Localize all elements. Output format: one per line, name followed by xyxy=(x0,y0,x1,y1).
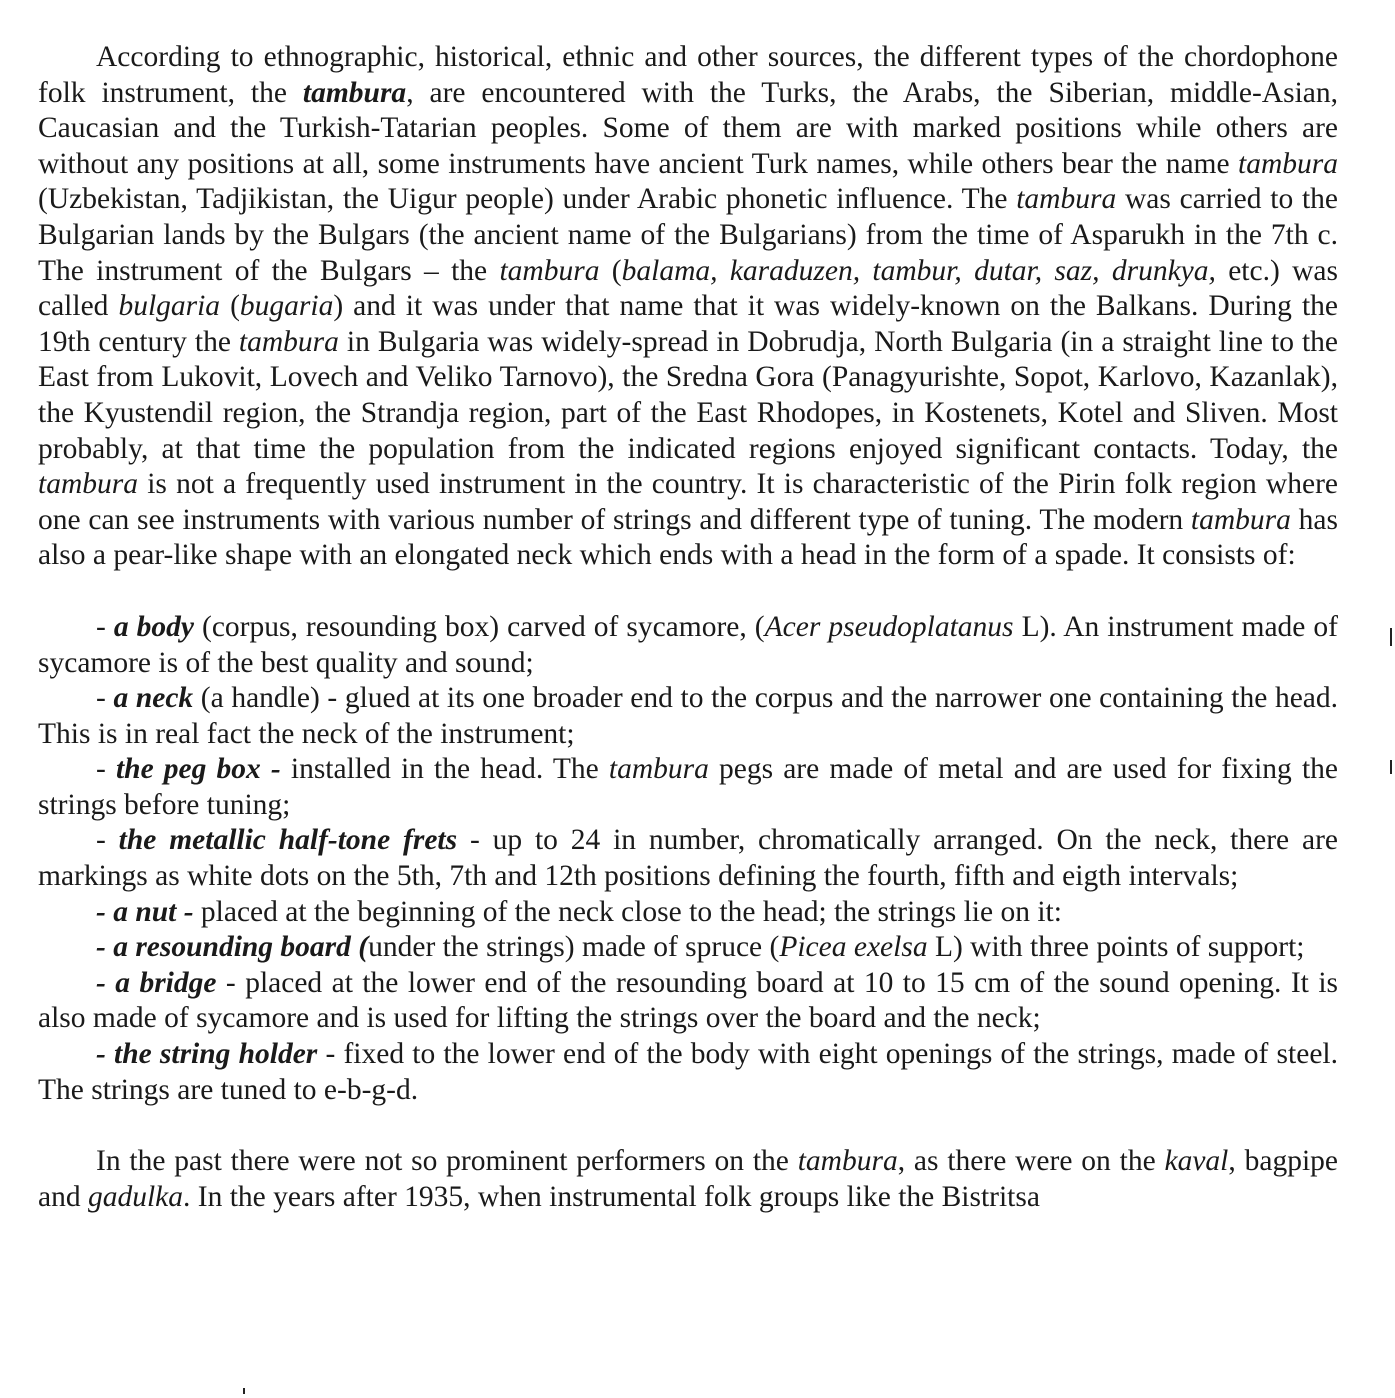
part-frets xyxy=(38,823,1338,894)
term-italic: tambura xyxy=(38,468,138,501)
text-run: placed at the beginning of the neck close to the head; the strings lie on it: xyxy=(193,895,1062,928)
term-italic: tambura xyxy=(499,254,600,287)
term-italic: balama, karaduzen, tambur, dutar, saz, drunkya, xyxy=(621,254,1216,287)
term-italic: tambura xyxy=(1190,503,1291,536)
text-run: (corpus, resounding box) carved of sycamore, ( xyxy=(193,610,765,643)
text-run: installed in the head. The xyxy=(280,753,609,786)
text-run: in Bulgaria was widely-spread in Dobrudja, North Bulgaria (in a straight line to the East from Lukovit, Lovech and Veliko Tarnovo), the Sredna Gora (Panagyurishte, Sopot, Karlovo, Kazanlak), the Kyustendil region, the Strandja region, part of the East Rhodopes, in Kostenets, Kotel and Sliven. Most probably, at that time the population from the indicated regions enjoyed significant contacts. Today, the xyxy=(38,325,1338,465)
dash: - xyxy=(96,824,119,857)
paragraph-gap xyxy=(38,1108,1338,1144)
part-neck xyxy=(38,681,1338,752)
part-term: - a resounding board ( xyxy=(96,931,369,964)
text-run: ( xyxy=(599,254,622,287)
term-emphasis: tambura xyxy=(302,76,407,109)
text-run: was carried to the Bulgarian lands by the Bulgars (the ancient name of the Bulgarians) from the time of Asparukh in the 7th c. The instrument of the Bulgars – the xyxy=(38,183,1338,287)
text-run: pegs are made of metal and are used for fixing the strings before tuning; xyxy=(38,753,1338,821)
part-bridge xyxy=(38,966,1338,1037)
part-term: the metallic half-tone frets xyxy=(118,824,458,857)
part-term: - a nut - xyxy=(96,895,194,928)
term-italic: bugaria xyxy=(239,290,334,323)
scan-mark xyxy=(1390,628,1392,646)
text-run: In the past there were not so prominent performers on the xyxy=(96,1145,798,1178)
scan-mark xyxy=(1390,760,1392,774)
part-string-holder xyxy=(38,1037,1338,1108)
text-run: (a handle) - glued at its one broader end to the corpus and the narrower one containing the head. This is in real fact the neck of the instrument; xyxy=(38,682,1339,750)
latin-name: Acer pseudoplatanus xyxy=(764,610,1014,643)
paragraph-gap xyxy=(38,574,1338,610)
dash: - xyxy=(96,682,114,715)
latin-name: Picea exelsa xyxy=(779,931,928,964)
text-run: (Uzbekistan, Tadjikistan, the Uigur people) under Arabic phonetic influence. The xyxy=(38,183,1017,216)
closing-paragraph xyxy=(38,1144,1338,1215)
text-run: According to ethnographic, historical, ethnic and other sources, the different types of the chordophone folk instrument, the xyxy=(38,41,1338,109)
term-italic: bulgaria xyxy=(118,290,221,323)
term-italic: gadulka xyxy=(87,1180,184,1213)
text-run: - placed at the lower end of the resounding board at 10 to 15 cm of the sound opening. It is also made of sycamore and is used for lifting the strings over the board and the neck; xyxy=(38,966,1339,1035)
text-run: . In the years after 1935, when instrumental folk groups like the Bistritsa xyxy=(183,1180,1040,1213)
term-italic: tambura xyxy=(608,753,709,786)
term-italic: tambura xyxy=(238,325,339,358)
part-body xyxy=(38,610,1338,681)
dash: - xyxy=(96,753,116,786)
term-italic: tambura xyxy=(1016,183,1117,216)
text-run: L). An instrument made of sycamore is of the best quality and sound; xyxy=(38,610,1338,679)
part-term: - a bridge xyxy=(96,966,217,999)
part-term: - the string holder xyxy=(96,1038,318,1071)
intro-paragraph xyxy=(38,40,1338,574)
text-run: etc.) was called xyxy=(38,254,1338,323)
text-run: , are encountered with the Turks, the Arabs, the Siberian, middle-Asian, Caucasian and the Turkish-Tatarian peoples. Some of them are with marked positions while others are without any positions at all, some instruments have ancient Turk names, while others bear the name xyxy=(38,76,1339,180)
term-italic: tambura xyxy=(1238,147,1338,180)
text-run: under the strings) made of spruce ( xyxy=(368,931,780,964)
text-run: - up to 24 in number, chromatically arranged. On the neck, there are markings as white dots on the 5th, 7th and 12th positions defining the fourth, fifth and eigth intervals; xyxy=(38,824,1338,893)
part-term: the peg box - xyxy=(115,753,281,786)
dash: - xyxy=(96,610,114,643)
document-page xyxy=(38,40,1338,1215)
part-term: a body xyxy=(113,610,194,643)
part-term: a neck xyxy=(113,682,194,715)
part-resounding-board xyxy=(38,930,1338,966)
term-italic: tambura xyxy=(797,1145,898,1178)
part-nut xyxy=(38,895,1338,931)
text-run: has also a pear-like shape with an elongated neck which ends with a head in the form of a spade. It consists of: xyxy=(38,503,1338,572)
text-run: , bagpipe and xyxy=(38,1145,1338,1213)
text-run: , as there were on the xyxy=(897,1145,1165,1178)
text-run: - fixed to the lower end of the body with eight openings of the strings, made of steel. The strings are tuned to e-b-g-d. xyxy=(38,1038,1338,1106)
text-run: is not a frequently used instrument in the country. It is characteristic of the Pirin folk region where one can see instruments with various number of strings and different type of tuning. The modern xyxy=(38,468,1338,536)
term-italic: kaval xyxy=(1164,1145,1229,1178)
text-run: ( xyxy=(220,290,240,323)
text-run: ) and it was under that name that it was widely-known on the Balkans. During the 19th century the xyxy=(38,290,1338,358)
scan-mark xyxy=(243,1388,245,1394)
text-run: L) with three points of support; xyxy=(927,931,1305,964)
part-peg-box xyxy=(38,752,1338,823)
